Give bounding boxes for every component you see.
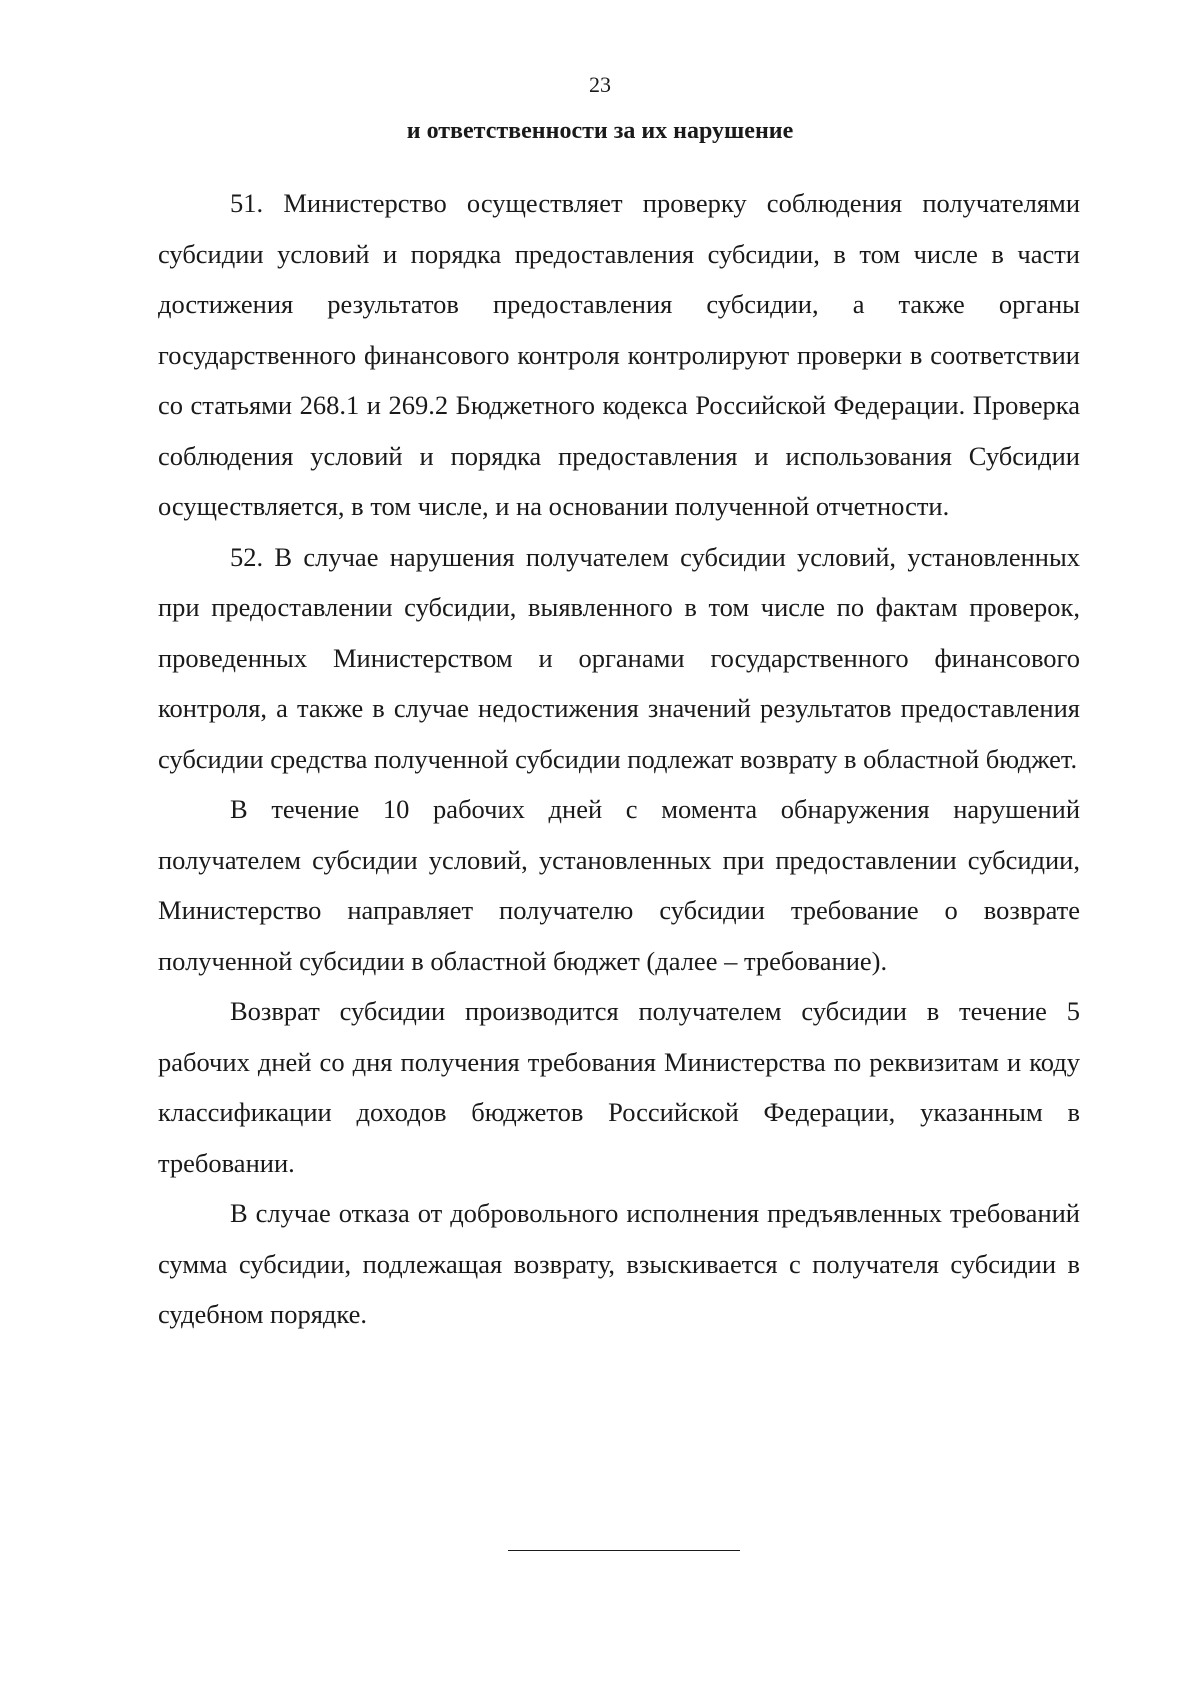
paragraph-court-recovery: В случае отказа от добровольного исполнения предъявленных требований сумма субсидии, подлежащая возврату, взыскивается с получателя субсидии в судебном порядке. (158, 1198, 1080, 1329)
section-heading: и ответственности за их нарушение (406, 118, 794, 144)
end-separator-line (508, 1550, 740, 1551)
paragraph-return-procedure: Возврат субсидии производится получателем субсидии в течение 5 рабочих дней со дня получения требования Министерства по реквизитам и коду классификации доходов бюджетов Российской Федерации, указанным в требовании. (158, 996, 1080, 1178)
page-number: 23 (589, 72, 611, 97)
document-body (158, 178, 1080, 1340)
paragraph-52: 52. В случае нарушения получателем субсидии условий, установленных при предоставлении субсидии, выявленного в том числе по фактам проверок, проведенных Министерством и органами государственного финансового контроля, а также в случае недостижения значений результатов предоставления субсидии средства полученной субсидии подлежат возврату в областной бюджет. (158, 541, 1080, 774)
paragraph-return-deadline: В течение 10 рабочих дней с момента обнаружения нарушений получателем субсидии условий, установленных при предоставлении субсидии, Министерство направляет получателю субсидии требование о возврате полученной субсидии в областной бюджет (далее – требование). (158, 794, 1080, 976)
paragraph-51: 51. Министерство осуществляет проверку соблюдения получателями субсидии условий и порядка предоставления субсидии, в том числе в части достижения результатов предоставления субсидии, а также органы государственного финансового контроля контролируют проверки в соответствии со статьями 268.1 и 269.2 Бюджетного кодекса Российской Федерации. Проверка соблюдения условий и порядка предоставления и использования Субсидии осуществляется, в том числе, и на основании полученной отчетности. (158, 188, 1080, 521)
